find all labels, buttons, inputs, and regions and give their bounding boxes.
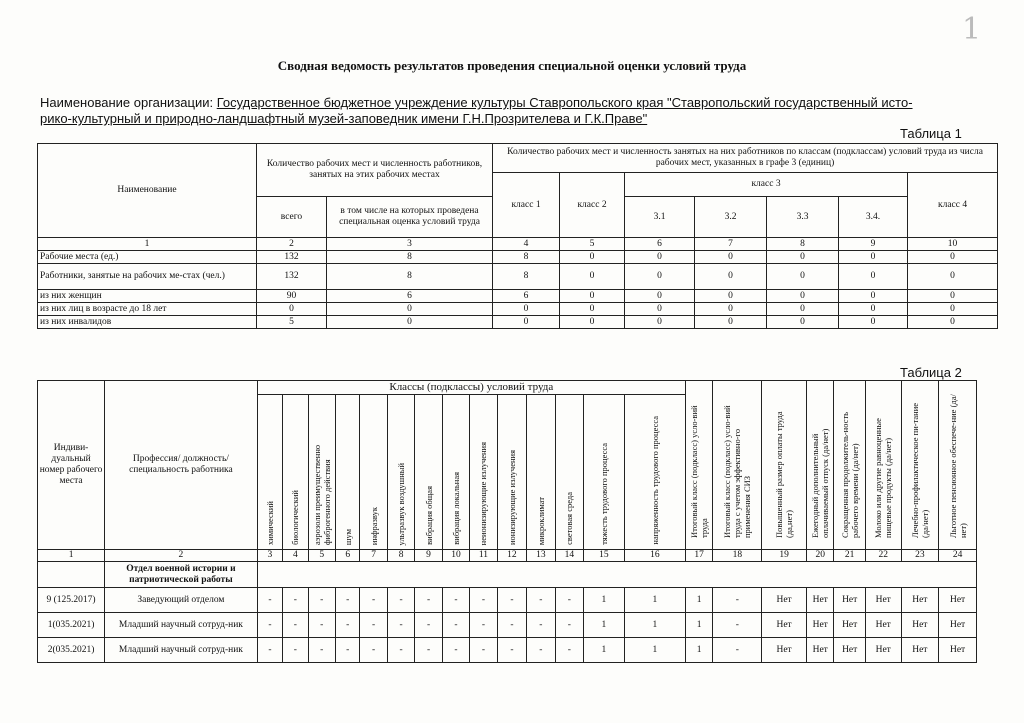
table-cell: 0 — [625, 316, 695, 329]
t1-header-3-3: 3.3 — [767, 197, 839, 238]
t1-header-classes: Количество рабочих мест и численность занятых на них работников по классам (подклассам) условий труда из числа рабочих мест, указанных в графе 3 (единиц) — [493, 144, 998, 173]
t2-factor-header — [624, 395, 685, 550]
t2-column-number: 13 — [527, 550, 555, 562]
table-cell: 6 — [327, 290, 493, 303]
table-cell: Нет — [901, 613, 939, 638]
t2-column-number: 18 — [713, 550, 762, 562]
table-cell: - — [470, 638, 497, 663]
table-cell: 1 — [584, 638, 625, 663]
page-number: 1 — [962, 12, 982, 47]
table-cell: 0 — [908, 251, 998, 264]
table-cell: - — [713, 613, 762, 638]
workplace-id: 1(035.2021) — [38, 613, 105, 638]
t2-factor-header — [527, 395, 555, 550]
org-label: Наименование организации: — [40, 95, 214, 110]
vertical-header-text: инфразвук — [368, 506, 379, 545]
table-cell: 0 — [560, 316, 625, 329]
table-row — [38, 638, 977, 663]
t2-header-leave — [806, 381, 833, 550]
table-cell: - — [308, 613, 335, 638]
document-title: Сводная ведомость результатов проведения специальной оценки условий труда — [277, 58, 747, 73]
vertical-header-text: Лечебно-профилактическое пи-тание (да/нет) — [909, 402, 930, 538]
vertical-header-text: световая среда — [564, 492, 575, 545]
t2-header-pension — [939, 381, 977, 550]
t2-column-number: 3 — [257, 550, 282, 562]
table-cell: 0 — [839, 290, 908, 303]
table-cell: - — [470, 588, 497, 613]
table-cell: - — [415, 613, 442, 638]
table-cell: - — [283, 613, 308, 638]
t1-header-class2: класс 2 — [560, 173, 625, 238]
t2-column-number: 12 — [497, 550, 526, 562]
table-cell: 1 — [624, 588, 685, 613]
t1-header-3-1: 3.1 — [625, 197, 695, 238]
table-cell: - — [308, 588, 335, 613]
t2-factor-header — [497, 395, 526, 550]
t2-column-number: 15 — [584, 550, 625, 562]
t2-column-number: 7 — [360, 550, 387, 562]
table-cell: Нет — [901, 588, 939, 613]
t2-factor-header — [335, 395, 359, 550]
table-cell: 0 — [493, 316, 560, 329]
table-cell: 0 — [493, 303, 560, 316]
t1-column-numbers — [38, 238, 998, 251]
table-cell: - — [283, 588, 308, 613]
table-cell: 8 — [327, 264, 493, 290]
t2-header-profession: Профессия/ должность/ специальность работника — [105, 381, 258, 550]
table-cell: - — [442, 638, 469, 663]
t2-column-numbers — [38, 550, 977, 562]
vertical-header-text: тяжесть трудового процесса — [598, 443, 609, 545]
vertical-header-text: ультразвук воздушный — [396, 462, 407, 545]
vertical-header-text: Ежегодный дополнительный оплачиваемый отпуск (да/нет) — [810, 428, 831, 538]
t2-header-final_siz — [713, 381, 762, 550]
table-cell: - — [360, 588, 387, 613]
table-cell: 1 — [685, 588, 712, 613]
table-cell: 0 — [257, 303, 327, 316]
table-cell: 132 — [257, 264, 327, 290]
table-cell: 0 — [695, 290, 767, 303]
t2-column-number: 4 — [283, 550, 308, 562]
table-cell: - — [713, 588, 762, 613]
table-cell: 0 — [695, 303, 767, 316]
organization-block — [40, 95, 980, 127]
t1-column-number: 10 — [908, 238, 998, 251]
t1-header-name: Наименование — [38, 144, 257, 238]
t2-factor-header — [387, 395, 414, 550]
table-cell: 0 — [625, 251, 695, 264]
table-cell: 8 — [493, 251, 560, 264]
table-cell: - — [283, 638, 308, 663]
table-cell: - — [387, 613, 414, 638]
vertical-header-text: Льготное пенсионное обеспече-ние (да/нет) — [947, 394, 968, 538]
table-cell: 1 — [685, 638, 712, 663]
table-cell: Нет — [762, 588, 807, 613]
table-cell: 0 — [327, 316, 493, 329]
table-cell: 1 — [685, 613, 712, 638]
profession: Младший научный сотруд-ник — [105, 638, 258, 663]
org-name-line2: рико-культурный и природно-ландшафтный музей-заповедник имени Г.Н.Прозрителева и Г.К.Праве" — [40, 111, 648, 126]
table-cell: 0 — [908, 290, 998, 303]
table2-caption: Таблица 2 — [900, 365, 962, 380]
table-cell: 0 — [767, 290, 839, 303]
table-cell: - — [497, 588, 526, 613]
table-cell: - — [555, 613, 583, 638]
table-cell: 0 — [695, 264, 767, 290]
t2-header-final — [685, 381, 712, 550]
t1-column-number: 5 — [560, 238, 625, 251]
table-cell: 0 — [560, 303, 625, 316]
table-row — [38, 316, 998, 329]
table1-caption: Таблица 1 — [900, 126, 962, 141]
t1-column-number: 9 — [839, 238, 908, 251]
table-cell: 1 — [624, 638, 685, 663]
table-cell: - — [527, 588, 555, 613]
table-cell: 0 — [625, 264, 695, 290]
table-cell: Нет — [865, 588, 901, 613]
vertical-header-text: шум — [342, 528, 353, 545]
t2-factor-header — [283, 395, 308, 550]
t1-column-number: 6 — [625, 238, 695, 251]
t1-header-count: Количество рабочих мест и численность работников, занятых на этих рабочих местах — [257, 144, 493, 197]
table-cell: 132 — [257, 251, 327, 264]
t2-column-number: 2 — [105, 550, 258, 562]
table-cell: - — [360, 613, 387, 638]
table-cell: - — [442, 613, 469, 638]
table-cell: 0 — [560, 264, 625, 290]
table-cell: - — [257, 588, 282, 613]
table-cell: - — [527, 613, 555, 638]
table-cell: - — [360, 638, 387, 663]
table-cell: - — [308, 638, 335, 663]
vertical-header-text: биологический — [290, 490, 301, 545]
t2-header-id: Индиви-дуальный номер рабочего места — [38, 381, 105, 550]
t2-column-number: 14 — [555, 550, 583, 562]
t2-column-number: 24 — [939, 550, 977, 562]
row-label: Рабочие места (ед.) — [38, 251, 257, 264]
vertical-header-text: Итоговый класс (подкласс) усло-вий труда с учетом эффективно-го применения СИЗ — [722, 405, 753, 538]
t2-header-milk — [865, 381, 901, 550]
table-cell: Нет — [806, 613, 833, 638]
workplace-id: 9 (125.2017) — [38, 588, 105, 613]
vertical-header-text: неионизирующие излучения — [478, 441, 489, 545]
table-cell: 8 — [327, 251, 493, 264]
table-cell: 1 — [584, 613, 625, 638]
table-cell: - — [335, 638, 359, 663]
table-cell: 0 — [839, 264, 908, 290]
table-cell: Нет — [939, 613, 977, 638]
table-cell: - — [527, 638, 555, 663]
table-cell: 0 — [625, 303, 695, 316]
table-cell: - — [257, 613, 282, 638]
table-row — [38, 290, 998, 303]
table-cell: Нет — [901, 638, 939, 663]
table-cell: 0 — [560, 251, 625, 264]
t2-column-number: 11 — [470, 550, 497, 562]
vertical-header-text: вибрация общая — [423, 486, 434, 545]
t1-column-number: 4 — [493, 238, 560, 251]
table-cell: 90 — [257, 290, 327, 303]
vertical-header-text: Итоговый класс (подкласс) усло-вий труда — [689, 405, 710, 538]
table-cell: 0 — [908, 264, 998, 290]
t1-column-number: 8 — [767, 238, 839, 251]
table-cell: 1 — [584, 588, 625, 613]
table-cell: - — [497, 638, 526, 663]
table-cell: 0 — [767, 316, 839, 329]
t2-column-number: 10 — [442, 550, 469, 562]
vertical-header-text: вибрация локальная — [450, 472, 461, 545]
table-cell: - — [387, 638, 414, 663]
t2-column-number: 5 — [308, 550, 335, 562]
t2-factor-header — [584, 395, 625, 550]
t1-column-number: 7 — [695, 238, 767, 251]
t2-factor-header — [555, 395, 583, 550]
table-cell: Нет — [865, 613, 901, 638]
vertical-header-text: Сокращенная продолжитель-ность рабочего времени (да/нет) — [839, 411, 860, 538]
t2-column-number: 17 — [685, 550, 712, 562]
table-cell: 0 — [839, 251, 908, 264]
table-row — [38, 264, 998, 290]
table-cell: Нет — [762, 613, 807, 638]
table-cell: - — [415, 638, 442, 663]
workplace-id: 2(035.2021) — [38, 638, 105, 663]
table-cell: - — [415, 588, 442, 613]
t1-header-total: всего — [257, 197, 327, 238]
t2-column-number: 16 — [624, 550, 685, 562]
table-cell: - — [335, 613, 359, 638]
t2-factor-header — [470, 395, 497, 550]
table-cell: 0 — [695, 316, 767, 329]
table-cell: - — [497, 613, 526, 638]
table-cell: 8 — [493, 264, 560, 290]
table-cell: - — [555, 588, 583, 613]
vertical-header-text: напряженность трудового процесса — [649, 416, 660, 545]
vertical-header-text: ионизирующие излучения — [506, 450, 517, 545]
table-cell: 0 — [625, 290, 695, 303]
table-cell: - — [713, 638, 762, 663]
t2-factor-header — [257, 395, 282, 550]
table-cell: Нет — [762, 638, 807, 663]
profession: Младший научный сотруд-ник — [105, 613, 258, 638]
t2-column-number: 9 — [415, 550, 442, 562]
t2-column-number: 22 — [865, 550, 901, 562]
workplace-table — [37, 380, 977, 663]
t2-column-number: 21 — [834, 550, 866, 562]
t2-factor-header — [360, 395, 387, 550]
row-label: из них лиц в возрасте до 18 лет — [38, 303, 257, 316]
t2-header-food — [901, 381, 939, 550]
vertical-header-text: химический — [264, 501, 275, 545]
table-cell: 0 — [839, 303, 908, 316]
t1-header-3-2: 3.2 — [695, 197, 767, 238]
table-cell: 0 — [839, 316, 908, 329]
t2-column-number: 19 — [762, 550, 807, 562]
table-cell: Нет — [834, 588, 866, 613]
t1-header-evaluated: в том числе на которых проведена специальная оценка условий труда — [327, 197, 493, 238]
t1-header-class4: класс 4 — [908, 173, 998, 238]
table-row — [38, 588, 977, 613]
t2-column-number: 23 — [901, 550, 939, 562]
table-row — [38, 251, 998, 264]
summary-table — [37, 143, 998, 329]
table-cell: Нет — [939, 638, 977, 663]
t2-header-classes: Классы (подклассы) условий труда — [257, 381, 685, 395]
table-cell: Нет — [806, 588, 833, 613]
t1-column-number: 2 — [257, 238, 327, 251]
table-cell: - — [387, 588, 414, 613]
t1-header-class1: класс 1 — [493, 173, 560, 238]
t2-factor-header — [415, 395, 442, 550]
profession: Заведующий отделом — [105, 588, 258, 613]
table-cell: 0 — [767, 303, 839, 316]
t2-column-number: 6 — [335, 550, 359, 562]
table-cell: 0 — [908, 303, 998, 316]
table-cell: 0 — [560, 290, 625, 303]
table-cell: Нет — [834, 638, 866, 663]
vertical-header-text: Молоко или другие равноценные пищевые продукты (да/нет) — [873, 418, 894, 538]
table-cell: - — [555, 638, 583, 663]
vertical-header-text: микроклимат — [535, 496, 546, 545]
table-cell: Нет — [834, 613, 866, 638]
table-cell: - — [470, 613, 497, 638]
t1-column-number: 3 — [327, 238, 493, 251]
t2-column-number: 8 — [387, 550, 414, 562]
table-cell: 5 — [257, 316, 327, 329]
t2-factor-header — [442, 395, 469, 550]
t2-column-number: 20 — [806, 550, 833, 562]
vertical-header-text: Повышенный размер оплаты труда (да,нет) — [774, 411, 795, 538]
table-cell: Нет — [806, 638, 833, 663]
t2-header-pay — [762, 381, 807, 550]
table-row — [38, 613, 977, 638]
t2-header-short — [834, 381, 866, 550]
table-cell: 0 — [767, 251, 839, 264]
row-label: из них женщин — [38, 290, 257, 303]
t1-header-class3: класс 3 — [625, 173, 908, 197]
table-cell: - — [257, 638, 282, 663]
table-cell: - — [335, 588, 359, 613]
table-cell: 0 — [695, 251, 767, 264]
table-cell: 6 — [493, 290, 560, 303]
table-cell: 0 — [908, 316, 998, 329]
org-name-line1: Государственное бюджетное учреждение культуры Ставропольского края "Ставропольский государственный исто- — [216, 95, 913, 110]
vertical-header-text: аэрозоли преимущественно фиброгенного действия — [311, 444, 332, 545]
t2-section-title: Отдел военной истории и патриотической работы — [105, 562, 258, 588]
t2-column-number: 1 — [38, 550, 105, 562]
table-cell: Нет — [865, 638, 901, 663]
t1-header-3-4: 3.4. — [839, 197, 908, 238]
table-cell: - — [442, 588, 469, 613]
row-label: из них инвалидов — [38, 316, 257, 329]
table-row — [38, 303, 998, 316]
table-cell: 0 — [767, 264, 839, 290]
table-cell: 1 — [624, 613, 685, 638]
row-label: Работники, занятые на рабочих ме-стах (чел.) — [38, 264, 257, 290]
table-cell: 0 — [327, 303, 493, 316]
t2-factor-header — [308, 395, 335, 550]
table-cell: Нет — [939, 588, 977, 613]
t1-column-number: 1 — [38, 238, 257, 251]
